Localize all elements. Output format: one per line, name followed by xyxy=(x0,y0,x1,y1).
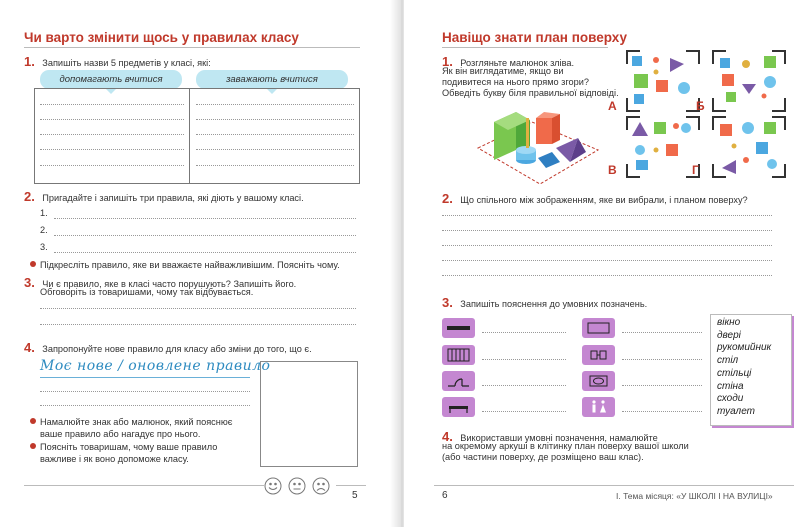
task3-right-number: 3. xyxy=(442,295,453,310)
footer-theme: І. Тема місяця: «У ШКОЛІ І НА ВУЛИЦІ» xyxy=(616,491,773,501)
neutral-face-icon xyxy=(289,478,305,494)
option-g-letter[interactable]: Г xyxy=(692,163,699,177)
left-page xyxy=(0,0,396,527)
task4-right-line1: Використавши умовні позначення, намалюйте xyxy=(460,433,658,443)
task4-number: 4. xyxy=(24,340,35,355)
word-skhody: сходи xyxy=(717,393,744,405)
option-g-plan[interactable] xyxy=(712,116,786,178)
task3-right-text: Запишіть пояснення до умовних позначень. xyxy=(460,299,648,309)
bullet-dot xyxy=(30,418,36,424)
legend-table-symbol xyxy=(442,397,475,417)
task1-right-number: 1. xyxy=(442,54,453,69)
right-page xyxy=(404,0,800,527)
blocks-3d-illustration xyxy=(474,100,604,190)
handwriting-baseline xyxy=(40,377,250,378)
word-vikno: вікно xyxy=(717,317,741,328)
table-divider xyxy=(189,89,190,183)
task4-right-line2: на окремому аркуші в клітинку план поверху вашої школи xyxy=(442,441,689,451)
legend-wall-symbol xyxy=(442,318,475,338)
rule-item-3: 3. xyxy=(40,242,48,252)
task2 xyxy=(24,188,304,206)
task2-right xyxy=(442,190,748,208)
right-page-title: Навіщо знати план поверху xyxy=(442,30,627,45)
task1-right-lines: Як він виглядатиме, якщо ви подивитеся на нього прямо згори? Обведіть букву біля правильної відповіді. xyxy=(442,66,619,98)
word-rukomyinyk: рукомийник xyxy=(717,342,772,354)
page-number-right: 6 xyxy=(442,490,448,501)
task1 xyxy=(24,53,211,71)
legend-chairs-symbol xyxy=(582,345,615,365)
task2-right-text: Що спільного між зображенням, яке ви вибрали, і планом поверху? xyxy=(460,195,748,205)
option-a-plan[interactable] xyxy=(626,50,700,112)
task3-line2: Обговоріть із товаришами, чому так відбувається. xyxy=(40,287,254,297)
handwritten-sample: Моє нове / оновлене правило xyxy=(40,358,271,374)
task1-number: 1. xyxy=(24,54,35,69)
rule-item-2: 2. xyxy=(40,225,48,235)
task1-text: Запишіть назви 5 предметів у класі, які: xyxy=(42,58,211,68)
bullet-dot xyxy=(30,443,36,449)
word-tualet: туалет xyxy=(717,405,755,417)
column-header-helps: допомагають вчитися xyxy=(40,70,182,89)
task4 xyxy=(24,339,312,357)
smiley-icons[interactable] xyxy=(264,476,334,501)
column-header-hinders: заважають вчитися xyxy=(196,70,348,89)
task3-line1: Чи є правило, яке в класі часто порушують? Запишіть його. xyxy=(42,279,297,289)
legend-sink-symbol xyxy=(582,371,615,391)
word-dveri: двері xyxy=(717,329,741,341)
task4-right-number: 4. xyxy=(442,429,453,444)
bullet-dot xyxy=(30,261,36,267)
legend-toilet-symbol xyxy=(582,397,615,417)
task3-right xyxy=(442,294,647,312)
sad-face-icon xyxy=(313,478,329,494)
legend-window-symbol xyxy=(582,318,615,338)
title-divider xyxy=(24,47,360,48)
word-stil: стіл xyxy=(717,355,739,367)
task4-bullet1: Намалюйте знак або малюнок, який пояснює ваше правило або нагадує про нього. xyxy=(30,417,232,440)
happy-face-icon xyxy=(265,478,281,494)
legend-stairs-symbol xyxy=(442,345,475,365)
task4-text: Запропонуйте нове правило для класу або зміни до того, що є. xyxy=(42,344,312,354)
words-box xyxy=(710,314,792,426)
word-stina: стіна xyxy=(717,380,744,392)
task4-bullet2: Поясніть товаришам, чому ваше правило важливе і як воно допоможе класу. xyxy=(30,442,217,465)
option-v-plan[interactable] xyxy=(626,116,700,178)
task2-number: 2. xyxy=(24,189,35,204)
rule-item-1: 1. xyxy=(40,208,48,218)
task4-right-line3: (або частини поверху, де розміщено ваш клас). xyxy=(442,452,644,462)
option-v-letter[interactable]: В xyxy=(608,163,617,177)
option-b-plan[interactable] xyxy=(712,50,786,112)
legend-door-symbol xyxy=(442,371,475,391)
task2-bullet: Підкресліть правило, яке ви вважаєте найважливішим. Поясніть чому. xyxy=(30,260,340,272)
left-page-title: Чи варто змінити щось у правилах класу xyxy=(24,30,299,45)
page-number-left: 5 xyxy=(352,490,358,501)
option-b-letter[interactable]: Б xyxy=(696,99,705,113)
task2-right-number: 2. xyxy=(442,191,453,206)
answer-table xyxy=(34,88,360,184)
drawing-box[interactable] xyxy=(260,361,358,467)
title-divider xyxy=(442,47,608,48)
task2-text: Пригадайте і запишіть три правила, які діють у вашому класі. xyxy=(42,193,304,203)
task1-right-line1: Розгляньте малюнок зліва. xyxy=(460,58,575,68)
task3-number: 3. xyxy=(24,275,35,290)
word-stiltsi: стільці xyxy=(717,367,752,379)
option-a-letter[interactable]: А xyxy=(608,99,617,113)
